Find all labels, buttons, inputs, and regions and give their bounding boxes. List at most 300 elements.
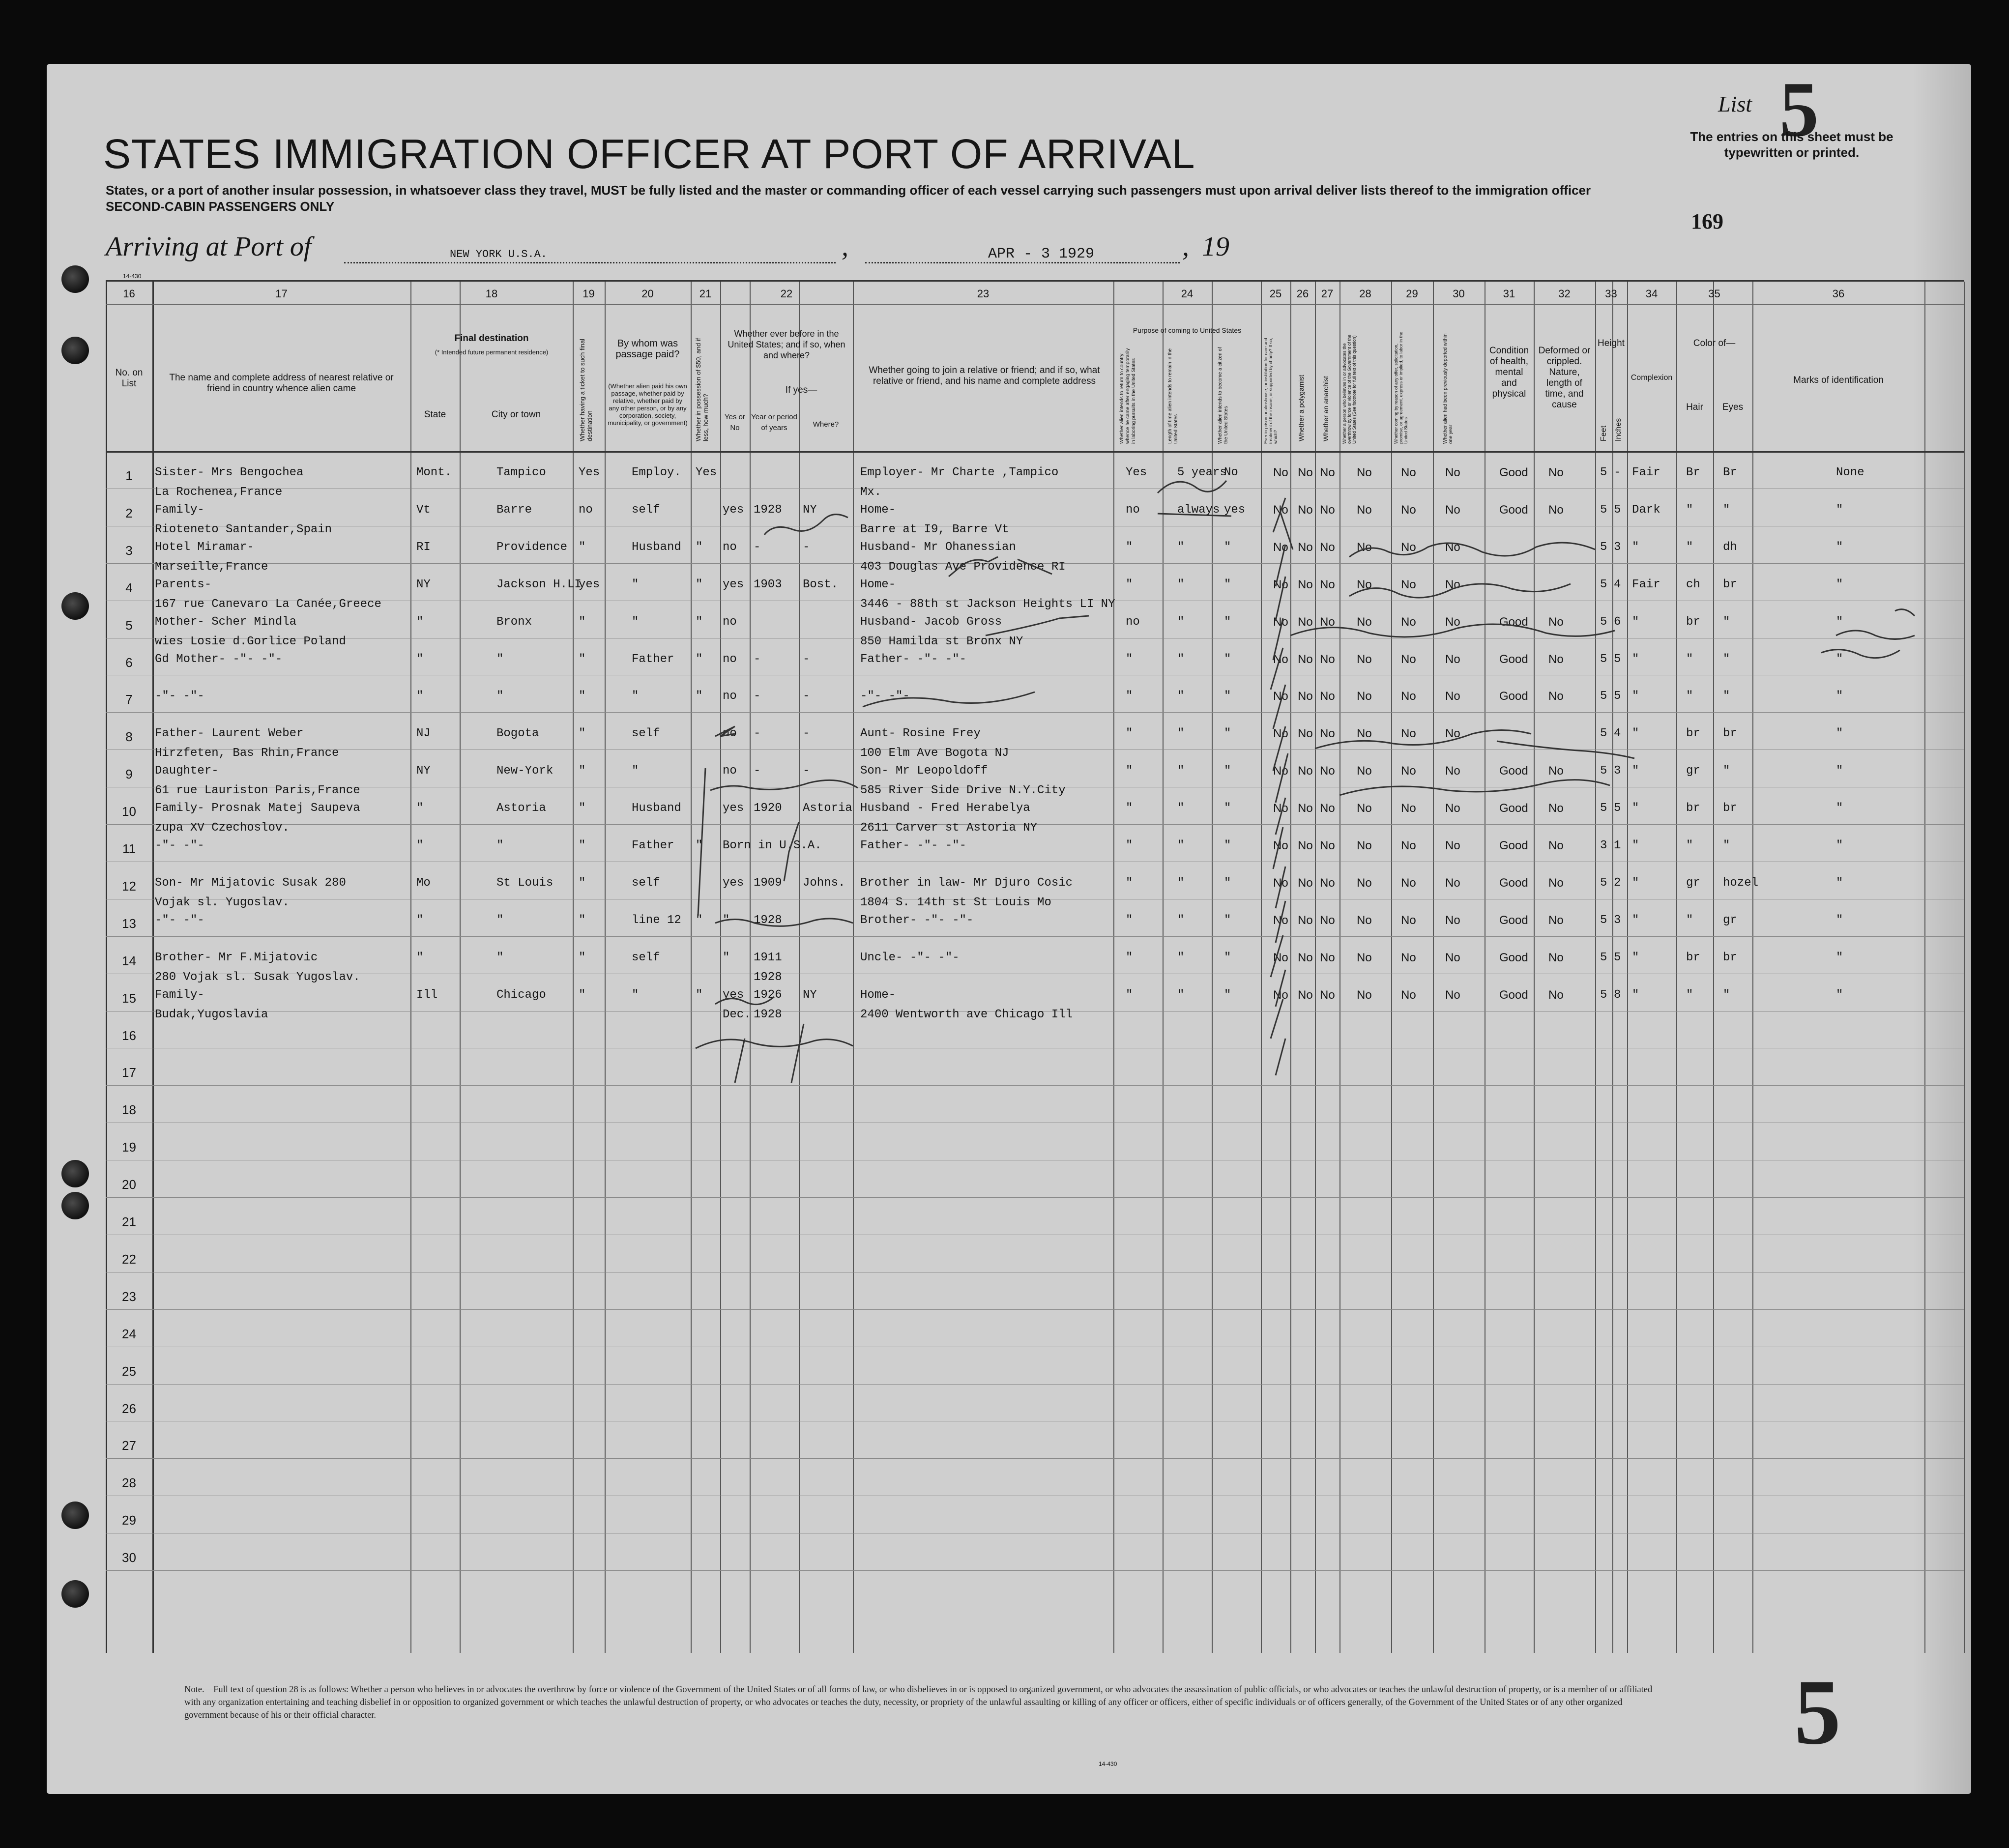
cell-before: no xyxy=(723,727,737,741)
cell-return: Yes xyxy=(1126,466,1147,479)
row-number: 6 xyxy=(125,655,133,670)
cell-state: NJ xyxy=(416,727,431,741)
cell-health: Good xyxy=(1499,652,1528,666)
cell-city: " xyxy=(496,913,504,927)
cell-state: Ill xyxy=(416,988,438,1002)
cell-no: No xyxy=(1273,540,1288,554)
cell-citizen: " xyxy=(1224,652,1231,666)
cell-paid: " xyxy=(632,988,639,1002)
cell-deformed: No xyxy=(1548,951,1564,964)
cell-before: no xyxy=(723,652,737,666)
cell-joining: Father- -"- -"- xyxy=(860,839,967,852)
cell-health: Good xyxy=(1499,876,1528,890)
cell-state: " xyxy=(416,839,424,852)
cell-where: Johns. xyxy=(803,876,845,890)
row-number: 10 xyxy=(122,804,136,819)
col-num-28: 28 xyxy=(1359,288,1371,300)
cell-citizen: " xyxy=(1224,578,1231,591)
cell-no: No xyxy=(1298,876,1313,890)
col-num-19: 19 xyxy=(582,288,595,300)
cell-complexion: Fair xyxy=(1632,466,1660,479)
row-number: 22 xyxy=(122,1251,136,1267)
cell-no: No xyxy=(1445,988,1460,1002)
cell-state: " xyxy=(416,802,424,815)
cell-paid: Father xyxy=(632,652,674,666)
cell-length: " xyxy=(1177,951,1185,964)
row-number: 4 xyxy=(125,580,133,595)
cell-relative: Son- Mr Mijatovic Susak 280 xyxy=(155,876,346,890)
cell-feet: 5 xyxy=(1600,615,1607,629)
cell-ticket: " xyxy=(579,690,586,703)
cell-paid: " xyxy=(632,764,639,778)
list-number: 5 xyxy=(1779,65,1819,153)
cell-joining2: 2400 Wentworth ave Chicago Ill xyxy=(860,1008,1073,1021)
page-title: STATES IMMIGRATION OFFICER AT PORT OF ARRIVAL xyxy=(103,131,1195,177)
cell-ticket: " xyxy=(579,540,586,554)
cell-complexion: Fair xyxy=(1632,578,1660,591)
cell-citizen: " xyxy=(1224,540,1231,554)
cell-paid: Husband xyxy=(632,540,681,554)
hdr-q28: Whether a person who believes in or advocates the overthrow by force or violence of the Government of the United States (See footnote for full text of this question) xyxy=(1342,334,1357,444)
cell-no: No xyxy=(1445,615,1460,629)
cell-relative2: Vojak sl. Yugoslav. xyxy=(155,895,290,909)
cell-no: No xyxy=(1298,764,1313,778)
port-value: NEW YORK U.S.A. xyxy=(450,248,548,260)
cell-relative: Mother- Scher Mindla xyxy=(155,615,297,629)
cell-return: " xyxy=(1126,578,1133,591)
cell-paid: " xyxy=(632,690,639,703)
cell-citizen: " xyxy=(1224,690,1231,703)
cell-ticket: yes xyxy=(579,578,600,591)
cell-relative2: Budak,Yugoslavia xyxy=(155,1008,268,1021)
cell-no: No xyxy=(1298,690,1313,703)
cell-year: 1911 xyxy=(754,951,782,964)
cell-feet: 5 xyxy=(1600,466,1607,479)
cell-ticket: Yes xyxy=(579,466,600,479)
cell-no: No xyxy=(1273,503,1288,517)
cell-year: - xyxy=(754,764,761,778)
hdr-feet: Feet xyxy=(1600,425,1608,441)
cell-year: - xyxy=(754,727,761,741)
cell-year: - xyxy=(754,652,761,666)
cell-joining2: 2611 Carver st Astoria NY xyxy=(860,821,1038,835)
cell-joining: Uncle- -"- -"- xyxy=(860,951,960,964)
cell-return: " xyxy=(1126,913,1133,927)
cell-deformed: No xyxy=(1548,466,1564,479)
cell-complexion: " xyxy=(1632,764,1639,778)
col-num-23: 23 xyxy=(977,288,990,300)
port-dotted-line xyxy=(344,262,836,263)
cell-before: yes xyxy=(723,578,744,591)
cell-length: " xyxy=(1177,839,1185,852)
cell-eyes: br xyxy=(1723,802,1737,815)
cell-city: Tampico xyxy=(496,466,546,479)
list-number-stamp: 5 xyxy=(1794,1661,1841,1764)
cell-relative: Daughter- xyxy=(155,764,219,778)
list-label: List xyxy=(1718,91,1752,116)
cell-length: " xyxy=(1177,652,1185,666)
cell-ticket: no xyxy=(579,503,593,517)
cell-citizen: yes xyxy=(1224,503,1246,517)
cell-state: RI xyxy=(416,540,431,554)
cell-feet: 5 xyxy=(1600,802,1607,815)
row-number: 16 xyxy=(122,1028,136,1043)
hdr-passage-note: (Whether alien paid his own passage, whether paid by relative, whether paid by any other person, or by any corporation, society, municipality, or government) xyxy=(608,382,688,427)
cell-no: No xyxy=(1357,988,1372,1002)
cell-no: No xyxy=(1357,503,1372,517)
cell-no: No xyxy=(1320,727,1335,741)
cell-no: No xyxy=(1445,876,1460,890)
col-num-27: 27 xyxy=(1321,288,1334,300)
row-number: 28 xyxy=(122,1475,136,1491)
cell-joining2: 850 Hamilda st Bronx NY xyxy=(860,635,1023,648)
cell-eyes: dh xyxy=(1723,540,1737,554)
cell-joining2: 3446 - 88th st Jackson Heights LI NY xyxy=(860,597,1115,611)
cell-return: " xyxy=(1126,951,1133,964)
cell-money: " xyxy=(696,578,703,591)
cell-health: Good xyxy=(1499,466,1528,479)
cell-joining: Aunt- Rosine Frey xyxy=(860,727,981,741)
cell-relative: Family- xyxy=(155,988,204,1002)
cell-relative: Family- Prosnak Matej Saupeva xyxy=(155,802,360,815)
cell-no: No xyxy=(1320,802,1335,815)
form-number-top: 14-430 xyxy=(123,273,142,280)
row-number: 29 xyxy=(122,1513,136,1528)
cell-before: yes xyxy=(723,802,744,815)
cell-health: Good xyxy=(1499,690,1528,703)
cell-citizen: " xyxy=(1224,764,1231,778)
cell-city: Jackson H.LI xyxy=(496,578,582,591)
cell-deformed: No xyxy=(1548,690,1564,703)
hdr-hair: Hair xyxy=(1686,402,1703,412)
cell-feet: 5 xyxy=(1600,913,1607,927)
cell-hair: " xyxy=(1686,540,1693,554)
cell-joining: -"- -"- xyxy=(860,690,910,703)
cell-no: No xyxy=(1401,764,1416,778)
cell-no: No xyxy=(1401,951,1416,964)
cell-hair: Br xyxy=(1686,466,1700,479)
cell-ticket: " xyxy=(579,615,586,629)
cell-hair: " xyxy=(1686,652,1693,666)
cell-relative2: La Rochenea,France xyxy=(155,486,283,499)
cell-marks: " xyxy=(1836,764,1843,778)
col-num-25: 25 xyxy=(1269,288,1282,300)
cell-eyes: " xyxy=(1723,652,1730,666)
cell-health: Good xyxy=(1499,913,1528,927)
cell-feet: 5 xyxy=(1600,951,1607,964)
cell-no: No xyxy=(1320,690,1335,703)
cell-marks: " xyxy=(1836,876,1843,890)
cell-no: No xyxy=(1401,988,1416,1002)
row-number: 25 xyxy=(122,1363,136,1379)
cell-no: No xyxy=(1320,876,1335,890)
cell-year: 1909 xyxy=(754,876,782,890)
cell-health: Good xyxy=(1499,764,1528,778)
cell-deformed: No xyxy=(1548,615,1564,629)
cell-inches: 5 xyxy=(1614,503,1621,517)
cell-inches: 4 xyxy=(1614,727,1621,741)
column-rule xyxy=(1964,282,1965,1653)
hdr-purpose: Purpose of coming to United States xyxy=(1133,326,1242,334)
cell-city: Chicago xyxy=(496,988,546,1002)
cell-paid: Father xyxy=(632,839,674,852)
cell-no: No xyxy=(1273,876,1288,890)
cell-no: No xyxy=(1445,690,1460,703)
cell-no: No xyxy=(1445,503,1460,517)
hdr-deformed: Deformed or crippled. Nature, length of time, and cause xyxy=(1538,346,1591,410)
punch-hole xyxy=(61,1502,89,1529)
cell-money: " xyxy=(696,690,703,703)
cell-no: No xyxy=(1298,988,1313,1002)
cell-eyes: br xyxy=(1723,578,1737,591)
cell-city: Bogota xyxy=(496,727,539,741)
cell-feet: 5 xyxy=(1600,727,1607,741)
cell-length: 5 years xyxy=(1177,466,1227,479)
cell-health: Good xyxy=(1499,951,1528,964)
cell-inches: 5 xyxy=(1614,690,1621,703)
year-prefix: 19 xyxy=(1202,231,1229,262)
cell-health: Good xyxy=(1499,615,1528,629)
cell-marks: " xyxy=(1836,988,1843,1002)
cell-ticket: " xyxy=(579,876,586,890)
cell-joining: Brother- -"- -"- xyxy=(860,913,974,927)
cell-no: No xyxy=(1298,540,1313,554)
cell-no: No xyxy=(1357,839,1372,852)
cell-ticket: " xyxy=(579,839,586,852)
comma-2: , xyxy=(1182,231,1189,262)
cell-no: No xyxy=(1357,615,1372,629)
cell-where: NY xyxy=(803,988,817,1002)
cell-hair: br xyxy=(1686,802,1700,815)
cell-no: No xyxy=(1401,540,1416,554)
cell-relative2: wies Losie d.Gorlice Poland xyxy=(155,635,346,648)
cell-no: No xyxy=(1273,764,1288,778)
cell-ticket: " xyxy=(579,727,586,741)
cell-year: 1928 xyxy=(754,503,782,517)
cell-no: No xyxy=(1273,839,1288,852)
hdr-marks: Marks of identification xyxy=(1793,375,1884,385)
cell-length: " xyxy=(1177,876,1185,890)
cell-state: " xyxy=(416,615,424,629)
cell-before: no xyxy=(723,690,737,703)
cell-citizen: " xyxy=(1224,876,1231,890)
hdr-final-destination-note: (* Intended future permanent residence) xyxy=(435,348,549,356)
cell-state: Mont. xyxy=(416,466,452,479)
cell-relative2: Rioteneto Santander,Spain xyxy=(155,522,332,536)
hdr-purpose-b: Length of time alien intends to remain in the United States xyxy=(1167,348,1179,444)
row-number: 9 xyxy=(125,767,133,782)
hdr-eyes: Eyes xyxy=(1722,402,1744,412)
form-number-bottom: 14-430 xyxy=(1099,1761,1117,1767)
cell-inches: 4 xyxy=(1614,578,1621,591)
cell-where: - xyxy=(803,764,810,778)
cell-joining2: 100 Elm Ave Bogota NJ xyxy=(860,747,1009,760)
cell-relative2: 61 rue Lauriston Paris,France xyxy=(155,784,360,798)
cell-joining2: 403 Douglas Ave Providence RI xyxy=(860,560,1066,574)
cell-paid: Husband xyxy=(632,802,681,815)
row-number: 17 xyxy=(122,1065,136,1080)
cell-deformed: No xyxy=(1548,652,1564,666)
cell-no: No xyxy=(1273,988,1288,1002)
cell-length: " xyxy=(1177,913,1185,927)
hdr-complexion: Complexion xyxy=(1630,374,1673,382)
cell-joining: Son- Mr Leopoldoff xyxy=(860,764,988,778)
hdr-q30: Whether alien had been previously deported within one year xyxy=(1443,333,1454,444)
cell-no: No xyxy=(1445,839,1460,852)
cell-return: " xyxy=(1126,540,1133,554)
cell-year: - xyxy=(754,540,761,554)
cell-marks: " xyxy=(1836,839,1843,852)
cell-eyes: " xyxy=(1723,988,1730,1002)
cell-no: No xyxy=(1401,839,1416,852)
cell-no: No xyxy=(1357,951,1372,964)
cell-return: " xyxy=(1126,988,1133,1002)
cell-eyes: " xyxy=(1723,503,1730,517)
cell-no: No xyxy=(1357,690,1372,703)
col-num-30: 30 xyxy=(1453,288,1465,300)
cell-return: " xyxy=(1126,690,1133,703)
cell-year2: 1928 xyxy=(754,970,782,984)
cell-feet: 5 xyxy=(1600,540,1607,554)
cell-no: No xyxy=(1273,466,1288,479)
cell-no: No xyxy=(1445,913,1460,927)
cell-paid: self xyxy=(632,951,660,964)
cell-marks: " xyxy=(1836,652,1843,666)
cell-no: No xyxy=(1273,913,1288,927)
manifest-table xyxy=(106,280,1964,1653)
cell-where: - xyxy=(803,652,810,666)
cell-relative: Father- Laurent Weber xyxy=(155,727,304,741)
cell-hair: br xyxy=(1686,615,1700,629)
cell-citizen: " xyxy=(1224,615,1231,629)
cell-year: 1903 xyxy=(754,578,782,591)
cell-citizen: No xyxy=(1224,466,1238,479)
cell-before: yes xyxy=(723,876,744,890)
cell-paid: Employ. xyxy=(632,466,681,479)
cell-eyes: br xyxy=(1723,951,1737,964)
cell-inches: 6 xyxy=(1614,615,1621,629)
cell-no: No xyxy=(1401,466,1416,479)
cell-return: " xyxy=(1126,652,1133,666)
cell-feet: 5 xyxy=(1600,988,1607,1002)
row-number: 19 xyxy=(122,1140,136,1155)
cell-no: No xyxy=(1273,652,1288,666)
cell-no: No xyxy=(1357,913,1372,927)
row-number: 12 xyxy=(122,878,136,894)
cell-paid: self xyxy=(632,876,660,890)
col-num-34: 34 xyxy=(1645,288,1658,300)
cell-deformed: No xyxy=(1548,913,1564,927)
cell-hair: " xyxy=(1686,988,1693,1002)
cell-eyes: " xyxy=(1723,764,1730,778)
cell-complexion: " xyxy=(1632,913,1639,927)
cell-feet: 5 xyxy=(1600,503,1607,517)
cell-no: No xyxy=(1357,578,1372,591)
cell-length: " xyxy=(1177,727,1185,741)
cell-no: No xyxy=(1273,615,1288,629)
punch-hole xyxy=(61,1192,89,1219)
cell-no: No xyxy=(1320,503,1335,517)
row-number: 23 xyxy=(122,1289,136,1304)
cell-complexion: " xyxy=(1632,540,1639,554)
cell-deformed: No xyxy=(1548,503,1564,517)
cell-complexion: " xyxy=(1632,951,1639,964)
cell-relative: Family- xyxy=(155,503,204,517)
cell-year: 1928 xyxy=(754,913,782,927)
col-num-16: 16 xyxy=(123,288,135,300)
cell-year: - xyxy=(754,690,761,703)
hdr-year-period: Year or period of years xyxy=(751,413,797,432)
hdr-no-on-list: No. on List xyxy=(115,368,143,389)
cell-joining: Home- xyxy=(860,988,896,1002)
cell-state: " xyxy=(416,951,424,964)
hdr-money: Whether in possession of $50, and if less, how much? xyxy=(695,338,709,441)
cell-before: no xyxy=(723,764,737,778)
cell-complexion: " xyxy=(1632,615,1639,629)
cell-citizen: " xyxy=(1224,951,1231,964)
cell-eyes: br xyxy=(1723,727,1737,741)
instruction-text: States, or a port of another insular possession, in whatsoever class they travel, MUST be fully listed and the master or commanding officer of each vessel carrying such passengers must upon arrival deliver lists thereof to the immigration officer xyxy=(106,183,1591,198)
row-number: 30 xyxy=(122,1550,136,1565)
cell-relative: Gd Mother- -"- -"- xyxy=(155,652,283,666)
cell-no: No xyxy=(1320,988,1335,1002)
col-num-33: 33 xyxy=(1605,288,1617,300)
cell-deformed: No xyxy=(1548,876,1564,890)
cell-no: No xyxy=(1357,652,1372,666)
hdr-if-yes: If yes— xyxy=(785,385,817,395)
cell-no: No xyxy=(1320,913,1335,927)
col-num-18: 18 xyxy=(485,288,498,300)
cell-complexion: " xyxy=(1632,802,1639,815)
row-number: 11 xyxy=(122,841,136,856)
cell-no: No xyxy=(1320,839,1335,852)
cell-no: No xyxy=(1357,466,1372,479)
cell-no: No xyxy=(1357,727,1372,741)
cell-inches: 3 xyxy=(1614,540,1621,554)
cell-eyes: hozel xyxy=(1723,876,1759,890)
hdr-inches: Inches xyxy=(1614,418,1623,441)
cell-paid: " xyxy=(632,578,639,591)
cell-length: " xyxy=(1177,988,1185,1002)
cell-length: " xyxy=(1177,578,1185,591)
cell-complexion: " xyxy=(1632,727,1639,741)
cell-no: No xyxy=(1401,727,1416,741)
cell-feet: 5 xyxy=(1600,652,1607,666)
col-num-22: 22 xyxy=(780,288,793,300)
cell-inches: 5 xyxy=(1614,652,1621,666)
col-num-20: 20 xyxy=(641,288,654,300)
cell-city: " xyxy=(496,690,504,703)
cell-no: No xyxy=(1320,578,1335,591)
cell-length: " xyxy=(1177,615,1185,629)
cell-state: " xyxy=(416,652,424,666)
cell-money: " xyxy=(696,540,703,554)
row-number: 21 xyxy=(122,1214,136,1229)
cell-no: No xyxy=(1320,540,1335,554)
cell-relative: Hotel Miramar- xyxy=(155,540,254,554)
cell-eyes: gr xyxy=(1723,913,1737,927)
cell-relative2: 167 rue Canevaro La Canée,Greece xyxy=(155,597,381,611)
sheet-number: 169 xyxy=(1691,209,1723,233)
cell-no: No xyxy=(1273,578,1288,591)
row-number: 15 xyxy=(122,990,136,1006)
cell-no: No xyxy=(1320,466,1335,479)
row-number: 27 xyxy=(122,1438,136,1453)
cell-no: No xyxy=(1320,764,1335,778)
cell-return: " xyxy=(1126,727,1133,741)
cell-before: Born in U.S.A. xyxy=(723,839,822,852)
cell-no: No xyxy=(1298,913,1313,927)
